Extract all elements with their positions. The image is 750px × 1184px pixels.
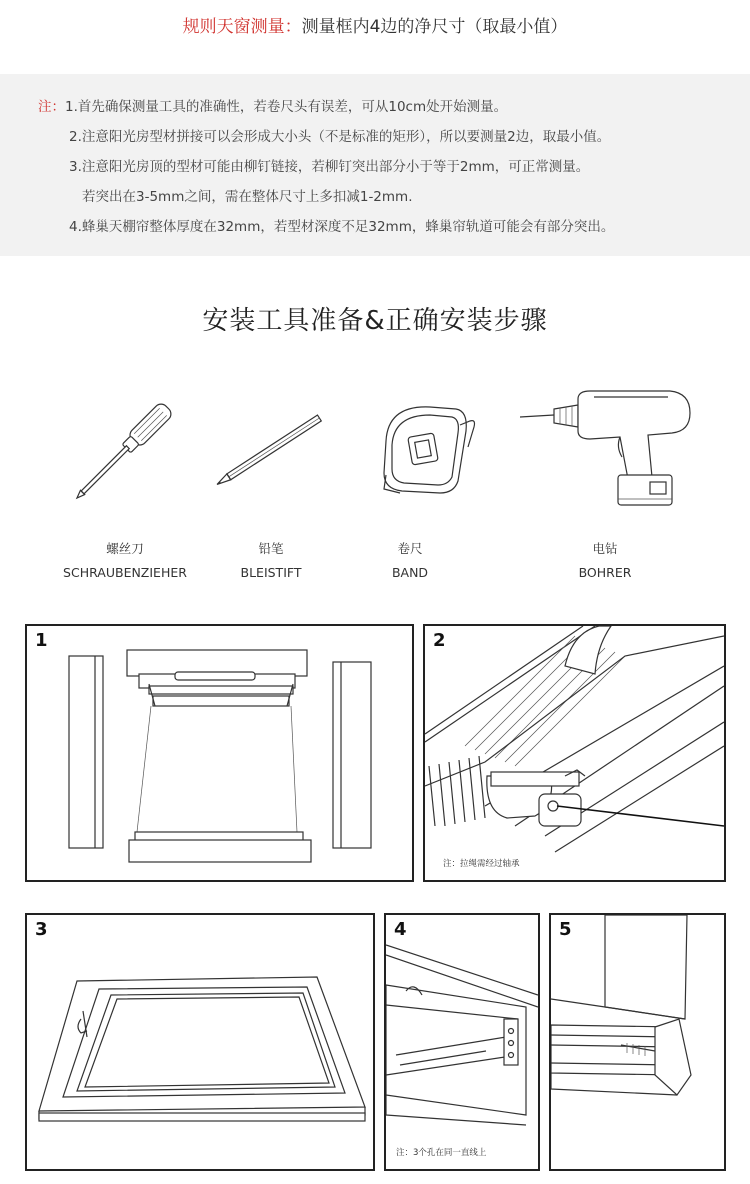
step-3-number: 3 — [35, 919, 48, 940]
step-4-number: 4 — [394, 919, 407, 940]
note-2: 2.注意阳光房型材拼接可以会形成大小头（不是标准的矩形），所以要测量2边，取最小值。 — [69, 129, 611, 145]
tool-tape-measure-de: BAND — [391, 565, 429, 580]
step-2-number: 2 — [433, 630, 446, 651]
step-1-panel — [25, 624, 414, 882]
note-4: 4.蜂巢天棚帘整体厚度在32mm，若型材深度不足32mm，蜂巢帘轨道可能会有部分突出。 — [69, 219, 615, 235]
note-3: 3.注意阳光房顶的型材可能由柳钉链接，若柳钉突出部分小于等于2mm，可正常测量。 — [69, 159, 590, 175]
tool-screwdriver-cn: 螺丝刀 — [106, 541, 144, 556]
step-5-panel — [549, 913, 726, 1171]
tool-screwdriver-de: SCHRAUBENZIEHER — [63, 565, 187, 580]
step-5-number: 5 — [559, 919, 572, 940]
tool-tape-measure-cn: 卷尺 — [397, 541, 423, 556]
notes-box — [0, 74, 750, 256]
step-1-number: 1 — [35, 630, 48, 651]
step-4-illustration — [386, 915, 538, 1169]
tool-tape-measure — [325, 385, 495, 580]
step-5-illustration — [551, 915, 724, 1169]
step-4-caption: 注：3个孔在同一直线上 — [396, 1148, 487, 1158]
pencil-icon — [201, 385, 341, 515]
measure-heading-label: 规则天窗测量： — [182, 17, 302, 37]
step-2-caption: 注：拉绳需经过轴承 — [443, 859, 520, 869]
section-title: 安装工具准备&正确安装步骤 — [202, 306, 548, 336]
step-2-illustration — [425, 626, 724, 880]
tool-pencil-cn: 铅笔 — [258, 541, 284, 556]
tool-drill-cn: 电钻 — [592, 541, 618, 556]
note-prefix: 注： — [38, 99, 65, 115]
note-3-continued: 若突出在3-5mm之间，需在整体尺寸上多扣减1-2mm. — [82, 189, 413, 205]
step-4-panel — [384, 913, 540, 1171]
note-1 — [38, 95, 507, 115]
step-2-panel — [423, 624, 726, 882]
measure-heading-text: 测量框内4边的净尺寸（取最小值） — [301, 17, 568, 37]
step-3-panel — [25, 913, 375, 1171]
tape-measure-icon — [330, 385, 490, 515]
tool-drill — [520, 385, 690, 580]
note-1-text: 1.首先确保测量工具的准确性，若卷尺头有误差，可从10cm处开始测量。 — [65, 99, 508, 115]
tool-drill-de: BOHRER — [578, 565, 632, 580]
step-1-illustration — [27, 626, 412, 880]
drill-icon — [520, 385, 695, 520]
tool-screwdriver — [40, 385, 210, 580]
measure-heading — [0, 12, 750, 37]
tool-pencil-de: BLEISTIFT — [240, 565, 302, 580]
screwdriver-icon — [55, 385, 195, 515]
step-3-illustration — [27, 915, 373, 1169]
